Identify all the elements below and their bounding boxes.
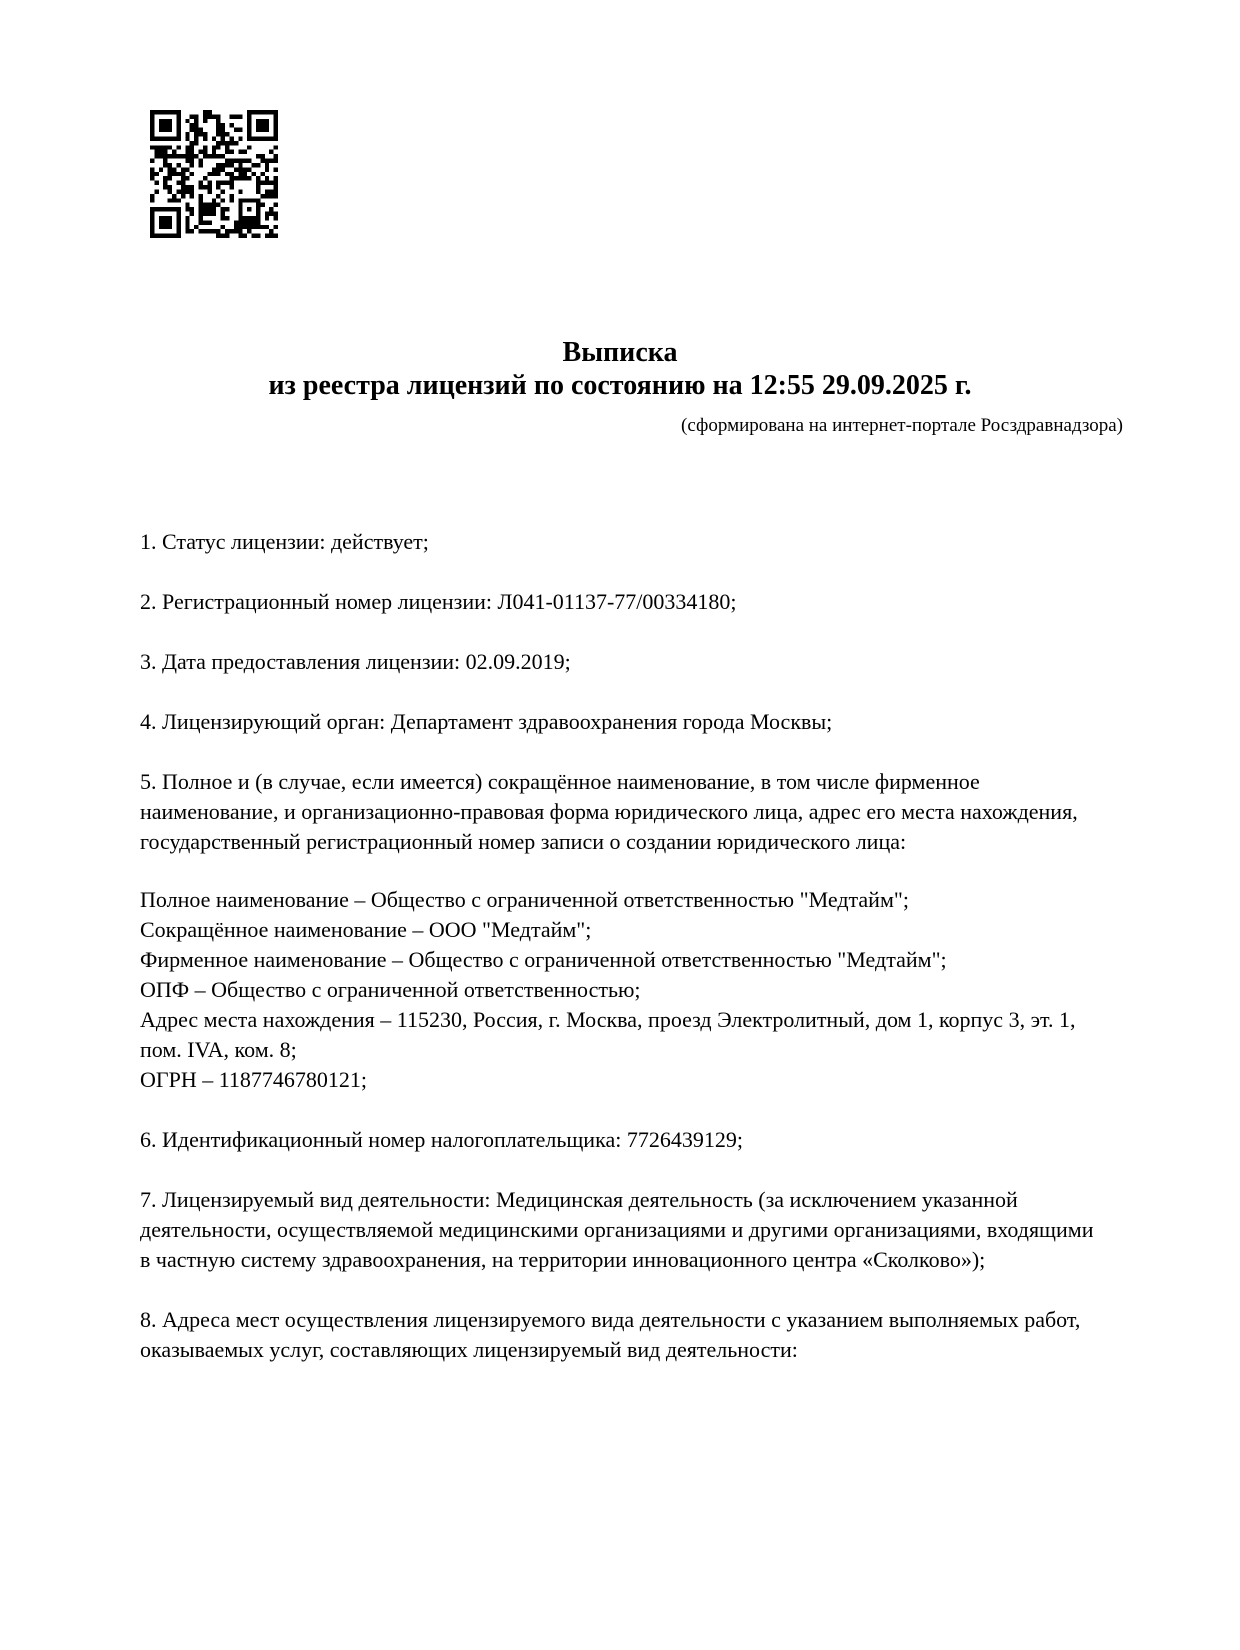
formation-note: (сформирована на интернет-портале Росздравнадзора) <box>681 415 1123 436</box>
short-name-line: Сокращённое наименование – ООО "Медтайм"; <box>140 917 592 942</box>
item-4-licensing-authority: 4. Лицензирующий орган: Департамент здравоохранения города Москвы; <box>140 709 833 734</box>
document-body <box>0 527 1105 1365</box>
organization-details <box>140 885 1105 1095</box>
address-line: Адрес места нахождения – 115230, Россия, г. Москва, проезд Электролитный, дом 1, корпус 3, эт. 1, пом. IVA, ком. 8; <box>140 1007 1076 1062</box>
item-6-taxpayer-number: 6. Идентификационный номер налогоплательщика: 7726439129; <box>140 1127 743 1152</box>
ogrn-line: ОГРН – 1187746780121; <box>140 1067 368 1092</box>
qr-code-icon <box>150 110 278 238</box>
item-8-addresses-intro: 8. Адреса мест осуществления лицензируемого вида деятельности с указанием выполняемых работ, оказываемых услуг, составляющих лицензируемый вид деятельности: <box>140 1307 1081 1362</box>
full-name-line: Полное наименование – Общество с ограниченной ответственностью "Медтайм"; <box>140 887 909 912</box>
page-title-line2: из реестра лицензий по состоянию на 12:55 29.09.2025 г. <box>268 370 972 401</box>
item-7-licensed-activity: 7. Лицензируемый вид деятельности: Медицинская деятельность (за исключением указанной деятельности, осуществляемой медицинскими организациями и другими организациями, входящими в частную систему здравоохранения, на территории инновационного центра «Сколково»); <box>140 1187 1094 1272</box>
brand-name-line: Фирменное наименование – Общество с ограниченной ответственностью "Медтайм"; <box>140 947 947 972</box>
item-2-registration-number: 2. Регистрационный номер лицензии: Л041-01137-77/00334180; <box>140 589 737 614</box>
item-1-license-status: 1. Статус лицензии: действует; <box>140 529 429 554</box>
opf-line: ОПФ – Общество с ограниченной ответственностью; <box>140 977 641 1002</box>
item-3-grant-date: 3. Дата предоставления лицензии: 02.09.2019; <box>140 649 571 674</box>
item-5-names-intro: 5. Полное и (в случае, если имеется) сокращённое наименование, в том числе фирменное наименование, и организационно-правовая форма юридического лица, адрес его места нахождения, государственный регистрационный номер записи о создании юридического лица: <box>140 769 1078 854</box>
page-title-line1: Выписка <box>562 337 678 368</box>
